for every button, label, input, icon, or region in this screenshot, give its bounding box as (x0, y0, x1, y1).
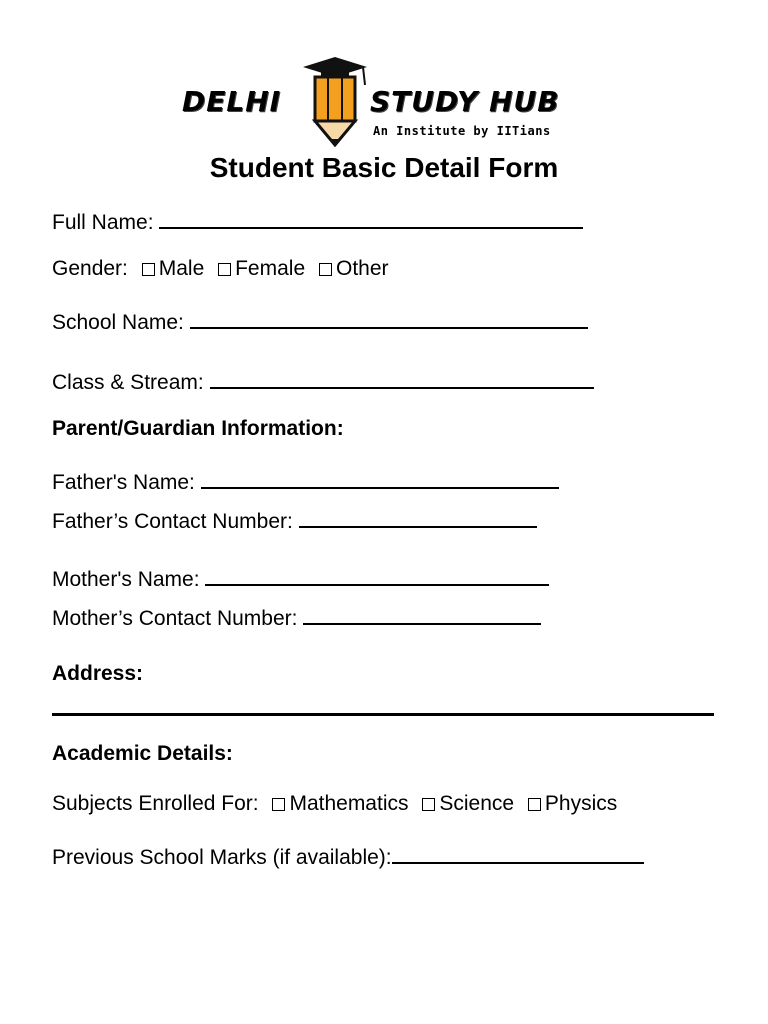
fathers-contact-label: Father’s Contact Number: (52, 510, 293, 533)
mothers-name-row (52, 564, 549, 592)
form-title: Student Basic Detail Form (209, 152, 559, 183)
gender-other-checkbox[interactable] (319, 263, 332, 276)
full-name-field[interactable] (159, 207, 583, 229)
subject-mathematics-label: Mathematics (289, 792, 409, 815)
previous-marks-field[interactable] (392, 842, 644, 864)
previous-marks-row (52, 842, 644, 870)
academic-section-heading: Academic Details: (52, 742, 233, 765)
gender-male-checkbox[interactable] (142, 263, 155, 276)
fathers-name-label: Father's Name: (52, 471, 195, 494)
subject-mathematics-checkbox[interactable] (272, 798, 285, 811)
institute-logo (180, 55, 590, 147)
subject-science-label: Science (439, 792, 515, 815)
fathers-name-row (52, 467, 559, 495)
mothers-name-label: Mother's Name: (52, 568, 200, 591)
fathers-contact-field[interactable] (299, 506, 537, 528)
class-stream-row (52, 367, 594, 395)
address-field[interactable] (52, 713, 714, 716)
gender-female-checkbox[interactable] (218, 263, 231, 276)
gender-female-label: Female (235, 257, 306, 280)
subjects-label: Subjects Enrolled For: (52, 792, 259, 815)
fathers-contact-row (52, 506, 537, 534)
subject-physics-label: Physics (544, 792, 618, 815)
address-heading: Address: (52, 662, 144, 685)
previous-marks-label: Previous School Marks (if available): (52, 846, 392, 869)
class-stream-field[interactable] (210, 367, 594, 389)
fathers-name-field[interactable] (201, 467, 559, 489)
logo-tagline: An Institute by IITians (373, 124, 551, 138)
gender-male-label: Male (158, 257, 205, 280)
mothers-contact-label: Mother’s Contact Number: (52, 607, 298, 630)
school-name-field[interactable] (190, 307, 588, 329)
school-name-row (52, 307, 588, 335)
school-name-label: School Name: (52, 311, 184, 334)
subject-physics-checkbox[interactable] (528, 798, 541, 811)
gender-label: Gender: (52, 257, 128, 280)
mothers-contact-field[interactable] (303, 603, 541, 625)
subject-science-checkbox[interactable] (422, 798, 435, 811)
parent-section-heading: Parent/Guardian Information: (52, 417, 344, 440)
gender-other-label: Other (335, 257, 389, 280)
logo-brand-left: DELHI (182, 85, 282, 118)
logo-brand-right: STUDY HUB (370, 85, 560, 118)
full-name-label: Full Name: (52, 211, 154, 234)
mothers-name-field[interactable] (205, 564, 549, 586)
class-stream-label: Class & Stream: (52, 371, 204, 394)
pencil-grad-cap-icon (295, 55, 375, 147)
full-name-row (52, 207, 583, 235)
subjects-row (52, 792, 617, 816)
mothers-contact-row (52, 603, 541, 631)
gender-row (52, 257, 389, 281)
